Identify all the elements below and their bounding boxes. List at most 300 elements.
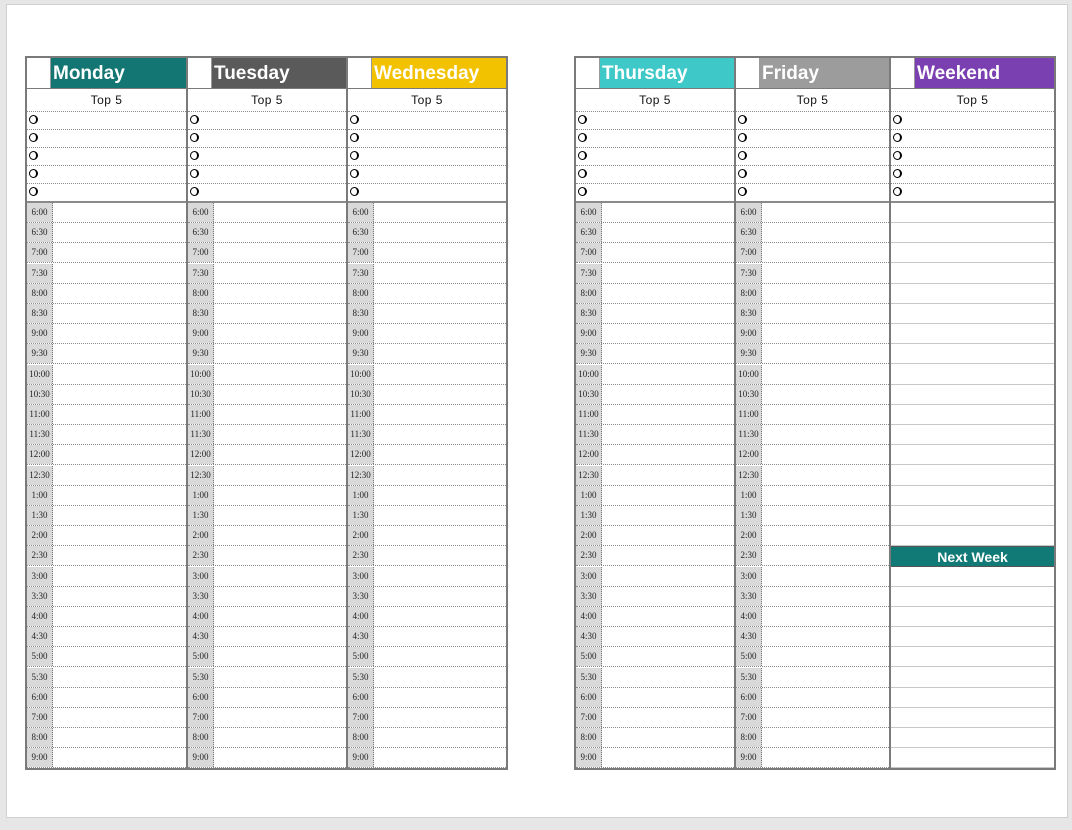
time-label: 4:30 bbox=[188, 627, 214, 646]
time-slot-row[interactable] bbox=[576, 567, 734, 587]
time-slot-row[interactable] bbox=[576, 688, 734, 708]
weekend-note-row[interactable] bbox=[891, 708, 1054, 728]
time-slot-row[interactable] bbox=[348, 425, 506, 445]
time-label: 9:30 bbox=[27, 344, 53, 363]
time-label: 12:30 bbox=[27, 466, 53, 485]
time-slot-row[interactable] bbox=[576, 304, 734, 324]
time-slot-row[interactable] bbox=[188, 284, 346, 304]
task-circle-icon[interactable] bbox=[350, 151, 359, 160]
weekend-note-row[interactable] bbox=[891, 607, 1054, 627]
day-header bbox=[891, 58, 1054, 89]
time-slot-row[interactable] bbox=[736, 607, 889, 627]
top5-task-row[interactable] bbox=[736, 129, 889, 147]
top5-task-row[interactable] bbox=[891, 111, 1054, 129]
task-circle-icon[interactable] bbox=[190, 169, 199, 178]
time-slot-row[interactable] bbox=[736, 688, 889, 708]
task-circle-icon[interactable] bbox=[190, 115, 199, 124]
time-label: 7:00 bbox=[188, 708, 214, 727]
task-circle-icon[interactable] bbox=[29, 133, 38, 142]
time-slot-row[interactable] bbox=[27, 587, 186, 607]
top5-task-row[interactable] bbox=[736, 165, 889, 183]
time-slot-row[interactable] bbox=[576, 445, 734, 465]
day-header bbox=[348, 58, 506, 89]
time-slot-row[interactable] bbox=[27, 365, 186, 385]
time-slot-row[interactable] bbox=[27, 203, 186, 223]
time-slot-row[interactable] bbox=[27, 445, 186, 465]
time-slot-row[interactable] bbox=[736, 708, 889, 728]
time-slot-row[interactable] bbox=[348, 688, 506, 708]
time-slot-row[interactable] bbox=[576, 466, 734, 486]
time-label: 4:30 bbox=[348, 627, 374, 646]
task-circle-icon[interactable] bbox=[578, 151, 587, 160]
top5-task-row[interactable] bbox=[348, 165, 506, 183]
task-circle-icon[interactable] bbox=[893, 133, 902, 142]
top5-task-row[interactable] bbox=[27, 129, 186, 147]
time-slot-row[interactable] bbox=[188, 223, 346, 243]
time-slot-row[interactable] bbox=[736, 506, 889, 526]
time-slot-row[interactable] bbox=[576, 203, 734, 223]
time-slot-row[interactable] bbox=[348, 526, 506, 546]
time-label: 3:30 bbox=[188, 587, 214, 606]
date-box[interactable] bbox=[736, 58, 760, 88]
weekend-note-row[interactable] bbox=[891, 324, 1054, 344]
time-slot-row[interactable] bbox=[576, 748, 734, 768]
time-slot-row[interactable] bbox=[348, 506, 506, 526]
time-slot-row[interactable] bbox=[576, 324, 734, 344]
top5-task-row[interactable] bbox=[188, 165, 346, 183]
task-circle-icon[interactable] bbox=[893, 151, 902, 160]
time-slot-row[interactable] bbox=[348, 243, 506, 263]
time-slot-row[interactable] bbox=[188, 304, 346, 324]
task-circle-icon[interactable] bbox=[350, 169, 359, 178]
weekend-note-row[interactable] bbox=[891, 567, 1054, 587]
time-slot-row[interactable] bbox=[576, 647, 734, 667]
time-slot-row[interactable] bbox=[576, 486, 734, 506]
top5-task-row[interactable] bbox=[188, 129, 346, 147]
time-label: 9:30 bbox=[576, 344, 602, 363]
time-slot-row[interactable] bbox=[736, 526, 889, 546]
date-box[interactable] bbox=[188, 58, 212, 88]
task-circle-icon[interactable] bbox=[29, 169, 38, 178]
time-slot-row[interactable] bbox=[736, 486, 889, 506]
task-circle-icon[interactable] bbox=[29, 115, 38, 124]
top5-task-row[interactable] bbox=[188, 183, 346, 201]
time-slot-row[interactable] bbox=[188, 405, 346, 425]
time-slot-row[interactable] bbox=[348, 264, 506, 284]
task-circle-icon[interactable] bbox=[578, 133, 587, 142]
top5-task-row[interactable] bbox=[576, 147, 734, 165]
time-slot-row[interactable] bbox=[736, 567, 889, 587]
time-slot-row[interactable] bbox=[188, 708, 346, 728]
time-slot-row[interactable] bbox=[348, 223, 506, 243]
time-slot-row[interactable] bbox=[188, 324, 346, 344]
weekend-note-row[interactable] bbox=[891, 243, 1054, 263]
task-circle-icon[interactable] bbox=[738, 187, 747, 196]
time-slot-row[interactable] bbox=[576, 526, 734, 546]
task-circle-icon[interactable] bbox=[738, 115, 747, 124]
time-slot-row[interactable] bbox=[348, 324, 506, 344]
task-circle-icon[interactable] bbox=[738, 133, 747, 142]
time-slot-row[interactable] bbox=[348, 385, 506, 405]
time-slot-row[interactable] bbox=[188, 607, 346, 627]
time-label: 2:30 bbox=[188, 546, 214, 565]
top5-task-row[interactable] bbox=[27, 111, 186, 129]
top5-task-row[interactable] bbox=[736, 147, 889, 165]
time-label: 10:00 bbox=[348, 365, 374, 384]
time-label: 6:00 bbox=[576, 688, 602, 707]
time-label: 10:30 bbox=[576, 385, 602, 404]
time-label: 8:00 bbox=[188, 284, 214, 303]
time-slot-row[interactable] bbox=[188, 243, 346, 263]
weekend-note-row[interactable] bbox=[891, 688, 1054, 708]
weekend-note-row[interactable] bbox=[891, 203, 1054, 223]
time-slot-row[interactable] bbox=[188, 425, 346, 445]
time-label: 9:00 bbox=[348, 748, 374, 767]
time-slot-row[interactable] bbox=[736, 365, 889, 385]
time-slot-row[interactable] bbox=[348, 748, 506, 768]
time-label: 11:30 bbox=[188, 425, 214, 444]
time-label: 9:30 bbox=[348, 344, 374, 363]
weekend-note-row[interactable] bbox=[891, 425, 1054, 445]
time-slot-row[interactable] bbox=[27, 385, 186, 405]
day-name: Friday bbox=[760, 58, 889, 88]
time-label: 1:30 bbox=[348, 506, 374, 525]
time-slot-row[interactable] bbox=[27, 728, 186, 748]
date-box[interactable] bbox=[576, 58, 600, 88]
time-slot-row[interactable] bbox=[736, 284, 889, 304]
weekend-note-row[interactable] bbox=[891, 405, 1054, 425]
task-circle-icon[interactable] bbox=[350, 187, 359, 196]
time-slot-row[interactable] bbox=[736, 425, 889, 445]
time-slot-row[interactable] bbox=[27, 506, 186, 526]
time-slot-row[interactable] bbox=[27, 647, 186, 667]
time-slot-row[interactable] bbox=[188, 647, 346, 667]
time-slot-row[interactable] bbox=[27, 688, 186, 708]
time-slot-row[interactable] bbox=[576, 344, 734, 364]
time-slot-row[interactable] bbox=[188, 627, 346, 647]
time-slot-row[interactable] bbox=[27, 324, 186, 344]
time-slot-row[interactable] bbox=[576, 627, 734, 647]
time-slot-row[interactable] bbox=[736, 627, 889, 647]
time-slot-row[interactable] bbox=[27, 405, 186, 425]
time-label: 4:00 bbox=[27, 607, 53, 626]
task-circle-icon[interactable] bbox=[893, 187, 902, 196]
time-label: 8:30 bbox=[348, 304, 374, 323]
top5-task-row[interactable] bbox=[27, 165, 186, 183]
time-slot-row[interactable] bbox=[736, 385, 889, 405]
time-slot-row[interactable] bbox=[348, 203, 506, 223]
time-slot-row[interactable] bbox=[188, 526, 346, 546]
time-slot-row[interactable] bbox=[27, 264, 186, 284]
time-slot-row[interactable] bbox=[348, 344, 506, 364]
time-slot-row[interactable] bbox=[576, 223, 734, 243]
top5-task-row[interactable] bbox=[891, 147, 1054, 165]
time-label: 7:30 bbox=[348, 264, 374, 283]
time-slot-row[interactable] bbox=[188, 466, 346, 486]
time-label: 11:00 bbox=[27, 405, 53, 424]
task-circle-icon[interactable] bbox=[350, 133, 359, 142]
time-slot-row[interactable] bbox=[188, 385, 346, 405]
time-slot-row[interactable] bbox=[27, 425, 186, 445]
time-slot-row[interactable] bbox=[576, 264, 734, 284]
time-label: 3:00 bbox=[348, 567, 374, 586]
top5-task-row[interactable] bbox=[576, 183, 734, 201]
time-label: 11:00 bbox=[576, 405, 602, 424]
weekend-note-row[interactable] bbox=[891, 344, 1054, 364]
time-label: 11:00 bbox=[736, 405, 762, 424]
weekend-note-row[interactable] bbox=[891, 647, 1054, 667]
day-header bbox=[27, 58, 186, 89]
time-slot-row[interactable] bbox=[576, 607, 734, 627]
time-slot-row[interactable] bbox=[736, 243, 889, 263]
time-slot-row[interactable] bbox=[348, 546, 506, 566]
time-slot-row[interactable] bbox=[348, 304, 506, 324]
time-slot-row[interactable] bbox=[348, 647, 506, 667]
time-label: 7:00 bbox=[348, 243, 374, 262]
time-label: 2:30 bbox=[348, 546, 374, 565]
time-slot-row[interactable] bbox=[736, 203, 889, 223]
time-slot-row[interactable] bbox=[576, 668, 734, 688]
top5-task-row[interactable] bbox=[27, 147, 186, 165]
top5-task-row[interactable] bbox=[891, 165, 1054, 183]
time-label: 11:30 bbox=[576, 425, 602, 444]
weekend-note-row[interactable] bbox=[891, 748, 1054, 768]
time-label: 6:00 bbox=[188, 688, 214, 707]
day-column-wednesday bbox=[346, 58, 506, 768]
time-slot-row[interactable] bbox=[736, 728, 889, 748]
top5-task-row[interactable] bbox=[348, 129, 506, 147]
time-slot-row[interactable] bbox=[188, 748, 346, 768]
time-slot-row[interactable] bbox=[348, 627, 506, 647]
time-slot-row[interactable] bbox=[27, 223, 186, 243]
task-circle-icon[interactable] bbox=[893, 169, 902, 178]
time-label: 3:30 bbox=[27, 587, 53, 606]
weekend-note-row[interactable] bbox=[891, 304, 1054, 324]
time-label: 11:30 bbox=[348, 425, 374, 444]
time-slot-row[interactable] bbox=[576, 284, 734, 304]
time-slot-row[interactable] bbox=[736, 324, 889, 344]
top5-task-row[interactable] bbox=[736, 111, 889, 129]
time-slot-row[interactable] bbox=[27, 243, 186, 263]
top5-task-row[interactable] bbox=[576, 129, 734, 147]
time-label: 5:30 bbox=[27, 668, 53, 687]
time-label: 4:00 bbox=[188, 607, 214, 626]
top5-task-row[interactable] bbox=[188, 111, 346, 129]
time-slot-row[interactable] bbox=[736, 304, 889, 324]
time-slot-row[interactable] bbox=[736, 223, 889, 243]
date-box[interactable] bbox=[348, 58, 372, 88]
time-slot-row[interactable] bbox=[348, 587, 506, 607]
time-slot-row[interactable] bbox=[27, 284, 186, 304]
time-label: 8:30 bbox=[27, 304, 53, 323]
day-name: Wednesday bbox=[372, 58, 506, 88]
date-box[interactable] bbox=[891, 58, 915, 88]
time-slot-row[interactable] bbox=[27, 627, 186, 647]
time-slot-row[interactable] bbox=[188, 668, 346, 688]
time-slot-row[interactable] bbox=[576, 365, 734, 385]
time-slot-row[interactable] bbox=[188, 728, 346, 748]
time-label: 6:00 bbox=[27, 688, 53, 707]
time-label: 6:00 bbox=[576, 203, 602, 222]
top5-task-row[interactable] bbox=[27, 183, 186, 201]
top5-task-row[interactable] bbox=[891, 183, 1054, 201]
weekend-note-row[interactable] bbox=[891, 668, 1054, 688]
time-slot-row[interactable] bbox=[576, 385, 734, 405]
top5-task-row[interactable] bbox=[576, 165, 734, 183]
time-slot-row[interactable] bbox=[188, 546, 346, 566]
time-slot-row[interactable] bbox=[188, 486, 346, 506]
time-slot-row[interactable] bbox=[736, 546, 889, 566]
time-slot-row[interactable] bbox=[348, 365, 506, 385]
time-slot-row[interactable] bbox=[27, 748, 186, 768]
time-slot-row[interactable] bbox=[348, 486, 506, 506]
time-label: 7:00 bbox=[27, 243, 53, 262]
top5-task-row[interactable] bbox=[348, 183, 506, 201]
weekend-note-row[interactable] bbox=[891, 365, 1054, 385]
time-label: 6:30 bbox=[348, 223, 374, 242]
time-slot-row[interactable] bbox=[27, 567, 186, 587]
task-circle-icon[interactable] bbox=[893, 115, 902, 124]
time-slot-row[interactable] bbox=[188, 344, 346, 364]
time-slot-row[interactable] bbox=[736, 405, 889, 425]
time-slot-row[interactable] bbox=[27, 546, 186, 566]
time-label: 10:00 bbox=[27, 365, 53, 384]
time-slot-row[interactable] bbox=[736, 668, 889, 688]
time-slot-row[interactable] bbox=[27, 708, 186, 728]
time-slot-row[interactable] bbox=[188, 688, 346, 708]
time-slot-row[interactable] bbox=[27, 466, 186, 486]
day-column-friday bbox=[734, 58, 889, 768]
weekend-note-row[interactable] bbox=[891, 385, 1054, 405]
weekend-note-row[interactable] bbox=[891, 284, 1054, 304]
task-circle-icon[interactable] bbox=[578, 115, 587, 124]
time-slot-row[interactable] bbox=[188, 506, 346, 526]
top5-task-row[interactable] bbox=[891, 129, 1054, 147]
time-slot-row[interactable] bbox=[576, 405, 734, 425]
time-slot-row[interactable] bbox=[188, 445, 346, 465]
time-slot-row[interactable] bbox=[348, 445, 506, 465]
task-circle-icon[interactable] bbox=[29, 187, 38, 196]
time-slot-row[interactable] bbox=[576, 728, 734, 748]
time-slot-row[interactable] bbox=[188, 587, 346, 607]
task-circle-icon[interactable] bbox=[29, 151, 38, 160]
top5-task-row[interactable] bbox=[576, 111, 734, 129]
task-circle-icon[interactable] bbox=[190, 187, 199, 196]
task-circle-icon[interactable] bbox=[738, 151, 747, 160]
time-label: 4:00 bbox=[736, 607, 762, 626]
time-slot-row[interactable] bbox=[348, 405, 506, 425]
time-label: 3:00 bbox=[736, 567, 762, 586]
weekend-note-row[interactable] bbox=[891, 627, 1054, 647]
time-slot-row[interactable] bbox=[27, 486, 186, 506]
time-slot-row[interactable] bbox=[736, 264, 889, 284]
time-slot-row[interactable] bbox=[348, 284, 506, 304]
time-slot-row[interactable] bbox=[27, 526, 186, 546]
task-circle-icon[interactable] bbox=[578, 187, 587, 196]
time-slot-row[interactable] bbox=[188, 264, 346, 284]
time-slot-row[interactable] bbox=[27, 607, 186, 627]
time-slot-row[interactable] bbox=[736, 748, 889, 768]
time-slot-row[interactable] bbox=[348, 567, 506, 587]
time-slot-row[interactable] bbox=[348, 607, 506, 627]
top5-task-row[interactable] bbox=[736, 183, 889, 201]
weekend-note-row[interactable] bbox=[891, 728, 1054, 748]
weekend-note-row[interactable] bbox=[891, 445, 1054, 465]
top5-task-row[interactable] bbox=[348, 147, 506, 165]
time-slot-row[interactable] bbox=[27, 304, 186, 324]
time-label: 6:30 bbox=[27, 223, 53, 242]
time-label: 11:30 bbox=[27, 425, 53, 444]
time-label: 8:00 bbox=[348, 728, 374, 747]
weekend-note-row[interactable] bbox=[891, 264, 1054, 284]
time-label: 4:00 bbox=[348, 607, 374, 626]
time-slot-row[interactable] bbox=[348, 708, 506, 728]
day-column-tuesday bbox=[186, 58, 346, 768]
day-header bbox=[736, 58, 889, 89]
time-slot-row[interactable] bbox=[736, 466, 889, 486]
time-slot-row[interactable] bbox=[576, 243, 734, 263]
time-slot-row[interactable] bbox=[736, 647, 889, 667]
time-label: 10:00 bbox=[188, 365, 214, 384]
task-circle-icon[interactable] bbox=[578, 169, 587, 178]
time-slot-row[interactable] bbox=[188, 203, 346, 223]
time-label: 6:30 bbox=[188, 223, 214, 242]
time-label: 6:00 bbox=[188, 203, 214, 222]
time-label: 4:30 bbox=[576, 627, 602, 646]
weekend-note-row[interactable] bbox=[891, 587, 1054, 607]
time-slot-row[interactable] bbox=[576, 546, 734, 566]
top5-task-row[interactable] bbox=[188, 147, 346, 165]
time-slot-row[interactable] bbox=[576, 708, 734, 728]
task-circle-icon[interactable] bbox=[190, 151, 199, 160]
date-box[interactable] bbox=[27, 58, 51, 88]
day-name: Weekend bbox=[915, 58, 1054, 88]
weekend-note-row[interactable] bbox=[891, 486, 1054, 506]
time-slot-row[interactable] bbox=[27, 668, 186, 688]
time-slot-row[interactable] bbox=[576, 425, 734, 445]
task-circle-icon[interactable] bbox=[350, 115, 359, 124]
time-label: 6:00 bbox=[27, 203, 53, 222]
time-label: 9:00 bbox=[188, 324, 214, 343]
task-circle-icon[interactable] bbox=[738, 169, 747, 178]
weekend-note-row[interactable] bbox=[891, 223, 1054, 243]
day-column-monday bbox=[27, 58, 186, 768]
time-slot-row[interactable] bbox=[188, 365, 346, 385]
weekend-note-row[interactable] bbox=[891, 466, 1054, 486]
time-label: 1:00 bbox=[188, 486, 214, 505]
task-circle-icon[interactable] bbox=[190, 133, 199, 142]
time-slot-row[interactable] bbox=[576, 506, 734, 526]
top5-task-row[interactable] bbox=[348, 111, 506, 129]
time-slot-row[interactable] bbox=[736, 344, 889, 364]
time-slot-row[interactable] bbox=[736, 445, 889, 465]
time-label: 11:00 bbox=[348, 405, 374, 424]
time-label: 4:00 bbox=[576, 607, 602, 626]
time-slot-row[interactable] bbox=[348, 728, 506, 748]
time-slot-row[interactable] bbox=[348, 668, 506, 688]
weekend-note-row[interactable] bbox=[891, 526, 1054, 546]
time-slot-row[interactable] bbox=[576, 587, 734, 607]
time-slot-row[interactable] bbox=[27, 344, 186, 364]
weekend-note-row[interactable] bbox=[891, 506, 1054, 526]
time-label: 12:00 bbox=[736, 445, 762, 464]
time-slot-row[interactable] bbox=[736, 587, 889, 607]
time-slot-row[interactable] bbox=[348, 466, 506, 486]
time-label: 8:00 bbox=[27, 728, 53, 747]
time-slot-row[interactable] bbox=[188, 567, 346, 587]
time-label: 7:30 bbox=[736, 264, 762, 283]
planner-page bbox=[6, 4, 1068, 818]
